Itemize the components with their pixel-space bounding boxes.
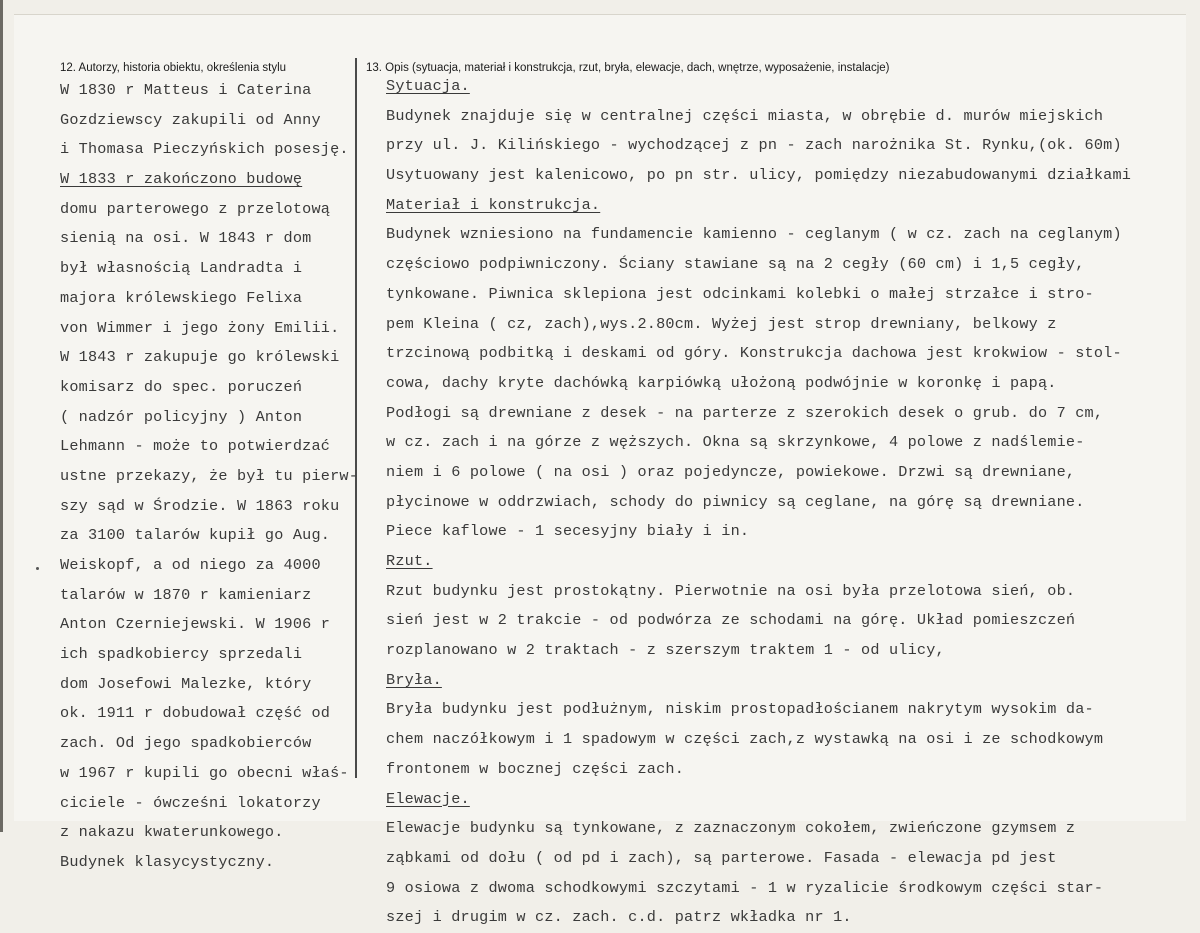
text-line: ok. 1911 r dobudował część od xyxy=(60,704,331,723)
text-line: z nakazu kwaterunkowego. xyxy=(60,823,284,842)
text-line: domu parterowego z przelotową xyxy=(60,199,331,218)
text-line: pem Kleina ( cz, zach),wys.2.80cm. Wyżej jest strop drewniany, belkowy z xyxy=(386,314,1057,333)
section-13-header: 13. Opis (sytuacja, materiał i konstrukcja, rzut, bryła, elewacje, dach, wnętrze, wyposażenie, instalacje) xyxy=(366,62,890,74)
text-line: zach. Od jego spadkobierców xyxy=(60,734,312,753)
text-line: ustne przekazy, że był tu pierw- xyxy=(60,466,359,485)
text-line: majora królewskiego Felixa xyxy=(60,288,303,307)
text-line: w cz. zach i na górze z węższych. Okna są skrzynkowe, 4 polowe z nadślemie- xyxy=(386,433,1085,452)
text-line: dom Josefowi Malezke, który xyxy=(60,674,312,693)
text-line: Budynek znajduje się w centralnej części miasta, w obrębie d. murów miejskich xyxy=(386,106,1104,125)
text-line: chem naczółkowym i 1 spadowym w części zach,z wystawką na osi i ze schodkowym xyxy=(386,730,1104,749)
section-heading-rzut: Rzut. xyxy=(386,552,433,570)
text-line: talarów w 1870 r kamieniarz xyxy=(60,585,312,604)
text-line: w 1967 r kupili go obecni właś- xyxy=(60,763,349,782)
text-line: sienią na osi. W 1843 r dom xyxy=(60,229,312,248)
text-line: był własnością Landradta i xyxy=(60,259,303,278)
text-line: Bryła budynku jest podłużnym, niskim prostopadłościanem nakrytym wysokim da- xyxy=(386,700,1094,719)
text-line: przy ul. J. Kilińskiego - wychodzącej z pn - zach narożnika St. Rynku,(ok. 60m) xyxy=(386,136,1122,155)
text-line: cowa, dachy kryte dachówką karpiówką ułożoną podwójnie w koronkę i papą. xyxy=(386,373,1057,392)
text-line: płycinowe w oddrzwiach, schody do piwnicy są ceglane, na górę są drewniane. xyxy=(386,492,1085,511)
text-line: Piece kaflowe - 1 secesyjny biały i in. xyxy=(386,522,750,541)
section-heading-material: Materiał i konstrukcja. xyxy=(386,195,601,214)
section-12-header: 12. Autorzy, historia obiektu, określenia stylu xyxy=(60,62,287,74)
text-line: szej i drugim w cz. zach. c.d. patrz wkładka nr 1. xyxy=(386,908,852,927)
text-line: 9 osiowa z dwoma schodkowymi szczytami - 1 w ryzalicie środkowym części star- xyxy=(386,878,1104,897)
text-line: Usytuowany jest kalenicowo, po pn str. ulicy, pomiędzy niezabudowanymi działkami xyxy=(386,166,1132,185)
text-line: frontonem w bocznej części zach. xyxy=(386,759,685,778)
text-line: i Thomasa Pieczyńskich posesję. xyxy=(60,140,349,159)
text-line: Weiskopf, a od niego za 4000 xyxy=(60,556,321,574)
text-line: W 1843 r zakupuje go królewski xyxy=(60,348,340,367)
text-line: trzcinową podbitką i deskami od góry. Konstrukcja dachowa jest krokwiow - stol- xyxy=(386,344,1122,363)
margin-dot xyxy=(36,567,39,570)
text-line: za 3100 talarów kupił go Aug. xyxy=(60,526,331,545)
text-line: częściowo podpiwniczony. Ściany stawiane są na 2 cegły (60 cm) i 1,5 cegły, xyxy=(386,255,1085,274)
text-line: sień jest w 2 trakcie - od podwórza ze schodami na górę. Układ pomieszczeń xyxy=(386,611,1076,630)
text-line: niem i 6 polowe ( na osi ) oraz pojedyncze, powiekowe. Drzwi są drewniane, xyxy=(386,462,1076,481)
text-line: Rzut budynku jest prostokątny. Pierwotnie na osi była przelotowa sień, ob. xyxy=(386,581,1076,600)
section-heading-bryla: Bryła. xyxy=(386,670,442,689)
text-line: Podłogi są drewniane z desek - na parterze z szerokich desek o grub. do 7 cm, xyxy=(386,403,1104,422)
section-heading-sytuacja: Sytuacja. xyxy=(386,77,470,95)
history-column xyxy=(60,76,365,878)
text-line: Budynek wzniesiono na fundamencie kamienno - ceglanym ( w cz. zach na ceglanym) xyxy=(386,225,1122,244)
section-heading-elewacje: Elewacje. xyxy=(386,789,470,808)
text-line: ( nadzór policyjny ) Anton xyxy=(60,407,303,426)
text-line: ząbkami od dołu ( od pd i zach), są parterowe. Fasada - elewacja pd jest xyxy=(386,848,1057,867)
text-line: Anton Czerniejewski. W 1906 r xyxy=(60,615,331,634)
text-line: szy sąd w Środzie. W 1863 roku xyxy=(60,496,340,515)
card-edge xyxy=(0,0,3,832)
text-line: Elewacje budynku są tynkowane, z zaznaczonym cokołem, zwieńczone gzymsem z xyxy=(386,819,1076,838)
text-line: tynkowane. Piwnica sklepiona jest odcinkami kolebki o małej strzałce i stro- xyxy=(386,284,1094,303)
text-line: W 1833 r zakończono budowę xyxy=(60,170,303,189)
text-line: ciciele - ówcześni lokatorzy xyxy=(60,793,321,812)
text-line: Lehmann - może to potwierdzać xyxy=(60,437,331,456)
text-line: W 1830 r Matteus i Caterina xyxy=(60,81,312,99)
text-line: komisarz do spec. poruczeń xyxy=(60,377,303,396)
text-line: Budynek klasycystyczny. xyxy=(60,852,275,871)
text-line: rozplanowano w 2 traktach - z szerszym traktem 1 - od ulicy, xyxy=(386,641,945,660)
text-line: Gozdziewscy zakupili od Anny xyxy=(60,110,321,129)
text-line: ich spadkobiercy sprzedali xyxy=(60,645,303,664)
text-line: von Wimmer i jego żony Emilii. xyxy=(60,318,340,337)
description-column xyxy=(386,72,1196,933)
